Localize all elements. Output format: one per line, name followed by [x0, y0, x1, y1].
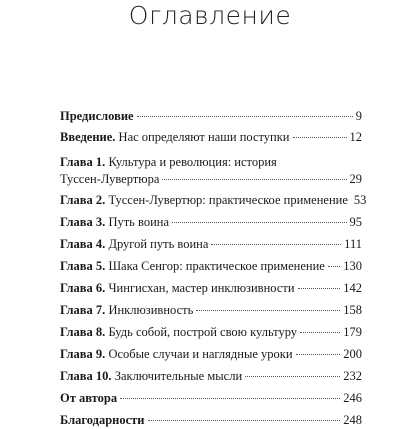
toc-entry-title: Культура и революция: история	[105, 155, 277, 169]
toc-entry-title: Туссен-Лувертюр: практическое применение	[105, 193, 348, 207]
dot-leader	[137, 116, 353, 117]
toc-entry-page: 248	[343, 413, 362, 427]
toc-entry-prefix: Введение.	[60, 130, 116, 144]
toc-entry-prefix: Глава 7.	[60, 303, 106, 317]
toc-entry-title: Инклюзивность	[105, 303, 194, 317]
toc-entry-prefix: Глава 4.	[60, 237, 106, 251]
toc-entry-from-author[interactable]	[60, 390, 362, 407]
toc-entry-title: Путь воина	[105, 215, 169, 229]
dot-leader	[296, 354, 341, 355]
dot-leader	[300, 332, 340, 333]
page-title: Оглавление	[128, 1, 292, 30]
toc-entry-page: 200	[343, 347, 362, 361]
toc-entry-page: 246	[343, 391, 362, 405]
toc-entry-chapter-9[interactable]	[60, 346, 362, 363]
toc-entry-page: 130	[343, 259, 362, 273]
toc-entry-chapter-5[interactable]	[60, 258, 362, 275]
toc-entry-page: 232	[343, 369, 362, 383]
toc-entry-title: Другой путь воина	[105, 237, 209, 251]
toc-entry-page: 12	[349, 130, 362, 144]
toc-entry-acknowledgements[interactable]	[60, 412, 362, 429]
toc-entry-page: 9	[355, 109, 362, 123]
toc-entry-chapter-4[interactable]	[60, 236, 362, 253]
toc-entry-prefix: Глава 8.	[60, 325, 106, 339]
toc-entry-page: 142	[343, 281, 362, 295]
dot-leader	[148, 420, 341, 421]
toc-entry-title: Чингисхан, мастер инклюзивности	[105, 281, 295, 295]
toc-entry-introduction[interactable]	[60, 129, 362, 146]
dot-leader	[328, 266, 340, 267]
toc-entry-prefix: Глава 2.	[60, 193, 106, 207]
toc-entry-title: Благодарности	[60, 413, 145, 427]
toc-entry-chapter-10[interactable]	[60, 368, 362, 385]
toc-entry-prefix: Глава 3.	[60, 215, 106, 229]
toc-entry-prefix: Глава 9.	[60, 347, 106, 361]
toc-entry-prefix: Глава 10.	[60, 369, 112, 383]
dot-leader	[298, 288, 341, 289]
dot-leader	[120, 398, 340, 399]
toc-entry-prefix: Глава 6.	[60, 281, 106, 295]
toc-entry-title-continued: Туссен-Лувертюра	[60, 172, 160, 186]
toc-entry-page: 95	[349, 215, 362, 229]
dot-leader	[211, 244, 341, 245]
toc-entry-chapter-7[interactable]	[60, 302, 362, 319]
dot-leader	[172, 222, 347, 223]
toc-entry-page: 111	[344, 237, 362, 251]
toc-entry-chapter-2[interactable]	[60, 192, 367, 209]
dot-leader	[196, 310, 340, 311]
toc-entry-page: 179	[343, 325, 362, 339]
toc-entry-preface[interactable]	[60, 108, 362, 125]
toc-entry-chapter-6[interactable]	[60, 280, 362, 297]
toc-entry-title: Нас определяют наши поступки	[115, 130, 290, 144]
toc-entry-page: 53	[353, 193, 367, 207]
toc-entry-title: Особые случаи и наглядные уроки	[105, 347, 293, 361]
toc-entry-prefix: Глава 1.	[60, 155, 106, 169]
dot-leader	[162, 179, 346, 180]
toc-entry-page: 158	[343, 303, 362, 317]
toc-entry-prefix: Глава 5.	[60, 259, 106, 273]
toc-entry-title: Предисловие	[60, 109, 134, 123]
dot-leader	[293, 137, 347, 138]
toc-entry-chapter-3[interactable]	[60, 214, 362, 231]
dot-leader	[245, 376, 340, 377]
toc-entry-title: Будь собой, построй свою культуру	[105, 325, 298, 339]
toc-entry-page: 29	[349, 172, 362, 186]
toc-entry-title: От автора	[60, 391, 118, 405]
toc-entry-chapter-8[interactable]	[60, 324, 362, 341]
toc-entry-title: Шака Сенгор: практическое применение	[105, 259, 325, 273]
toc-entry-chapter-1[interactable]	[60, 154, 362, 188]
toc-entry-title: Заключительные мысли	[111, 369, 243, 383]
